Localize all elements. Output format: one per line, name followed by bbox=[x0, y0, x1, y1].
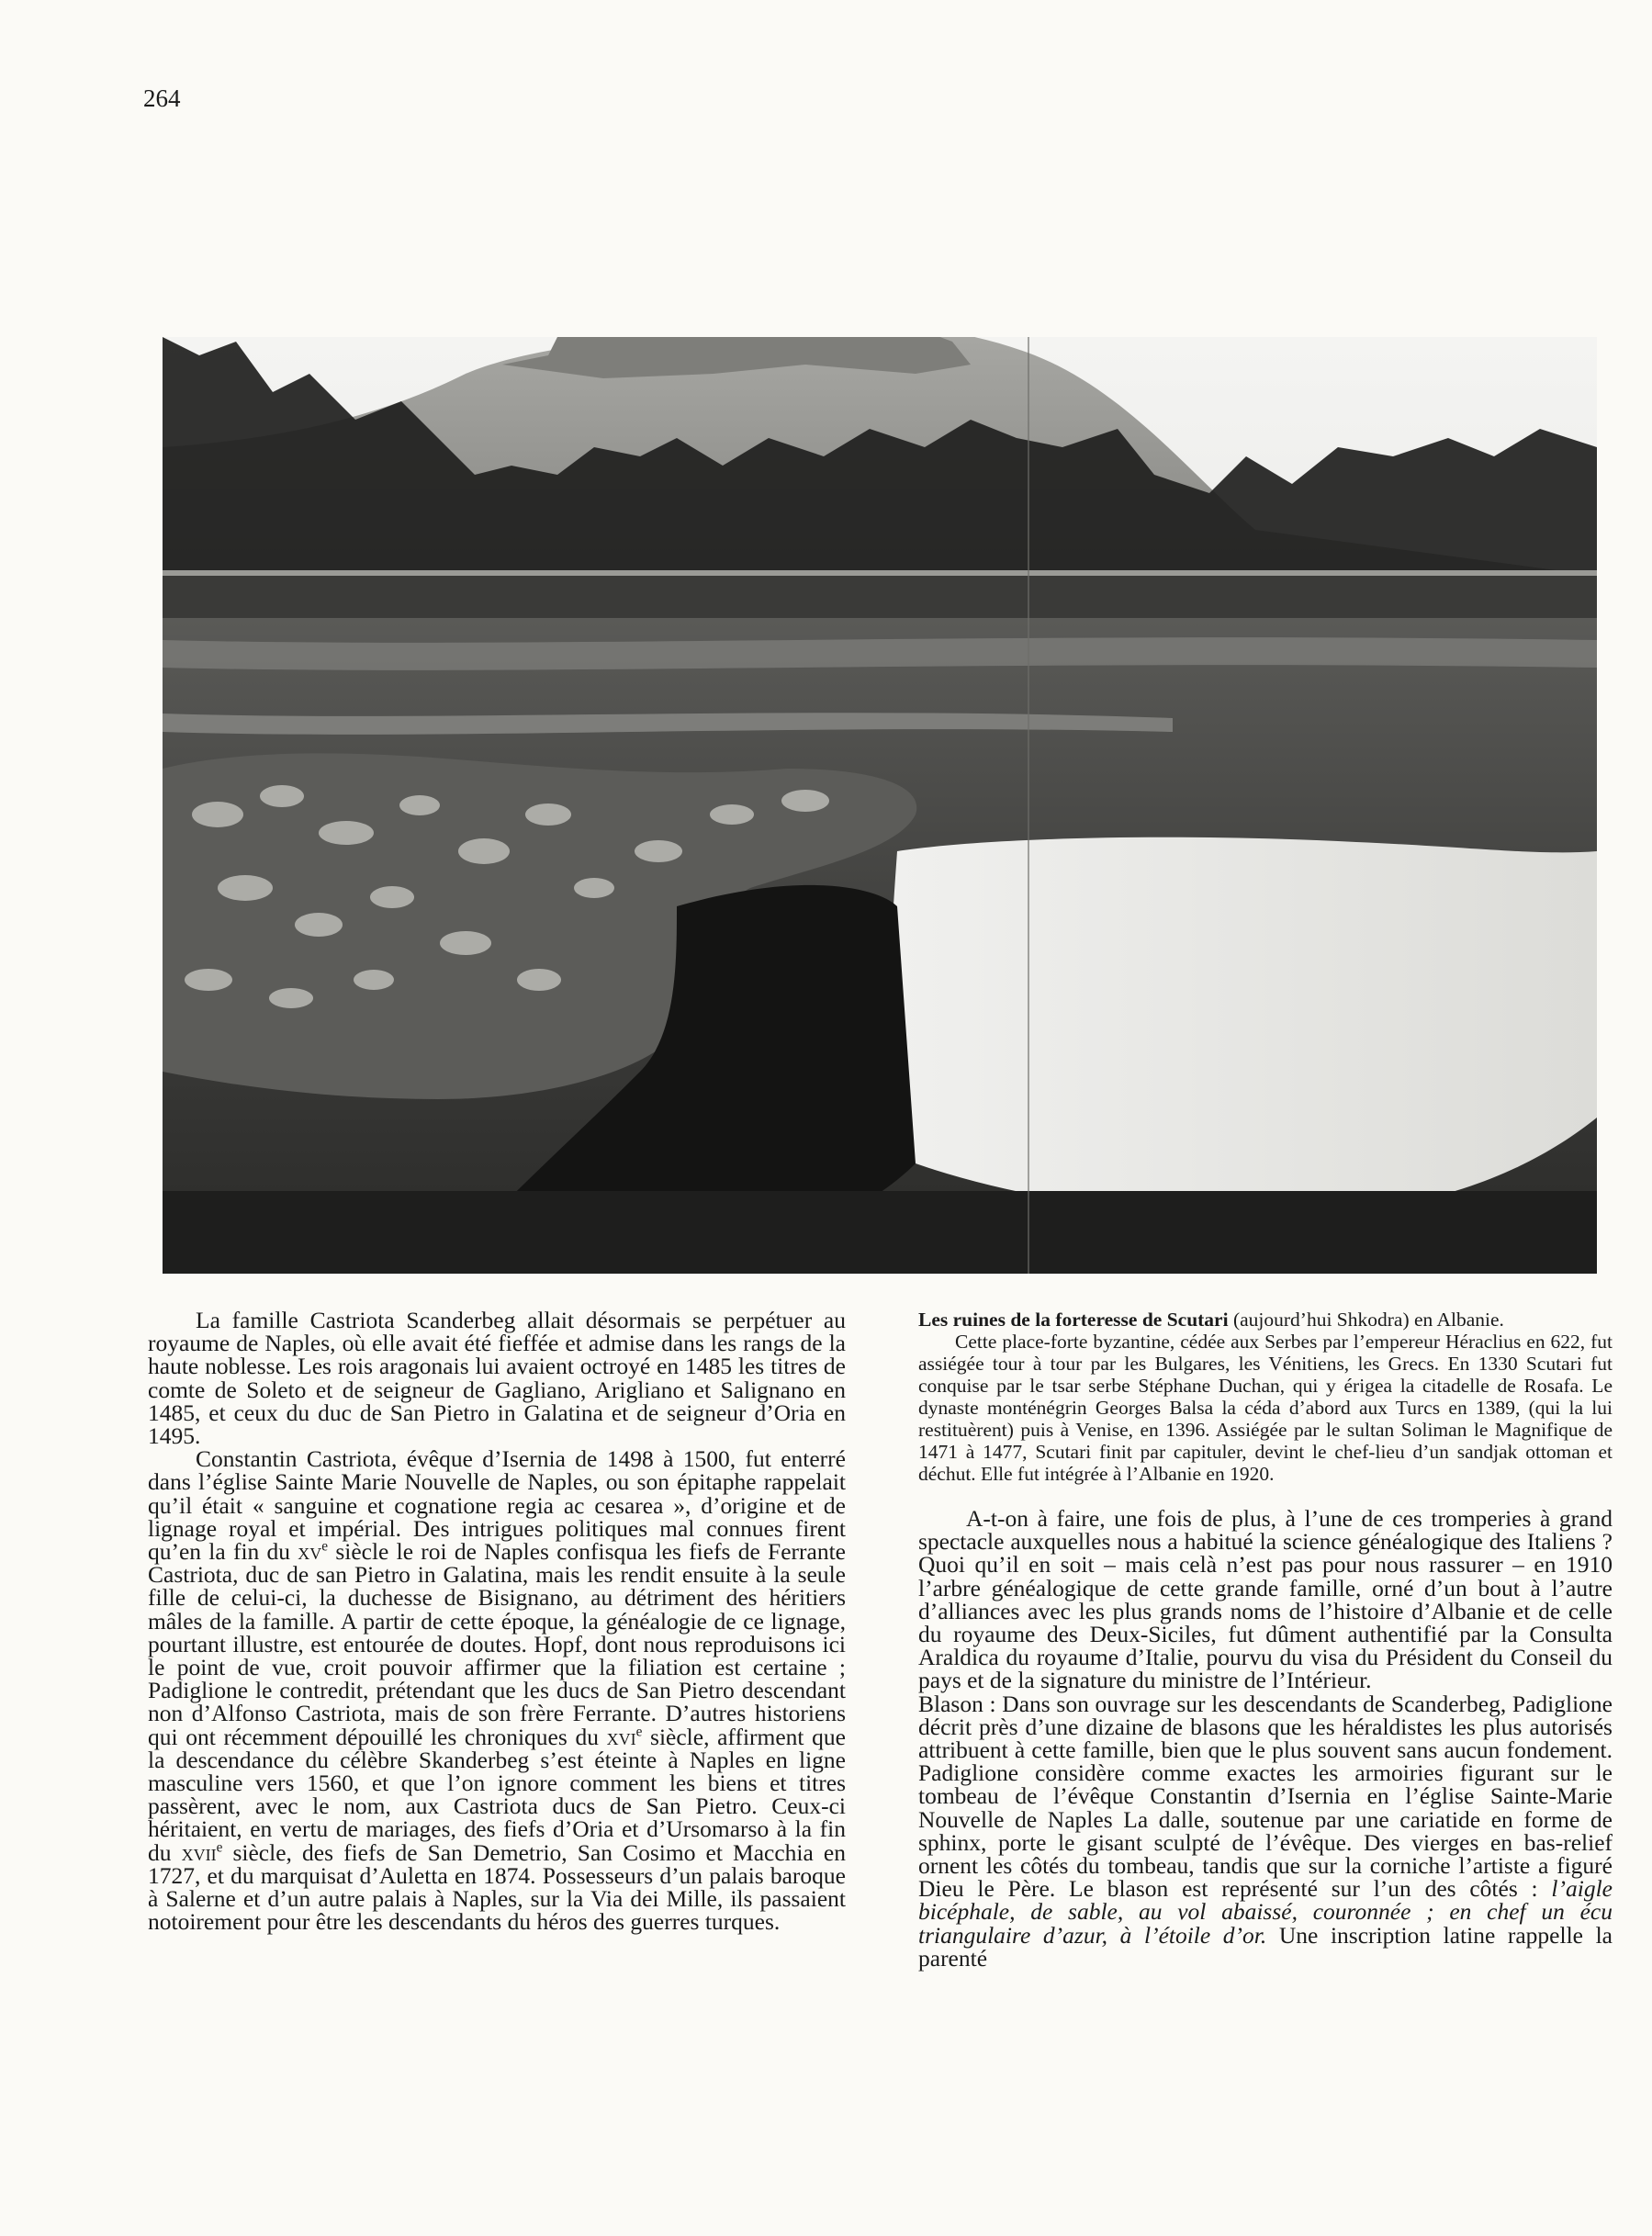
text-span: Blason : Dans son ouvrage sur les descendants de Scanderbeg, Padiglione décrit près d’une dizaine de blasons que les héraldistes les plus autorisés attribuent à cette famille, bien que le plus souvent sans aucun fondement. Padiglione considère comme exactes les armoiries figurant sur le tombeau de l’évêque Constantin d’Isernia en l’église Sainte-Marie Nouvelle de Naples La dalle, soutenue par une cariatide en forme de sphinx, porte le gisant sculpté de l’évêque. Des vierges en bas-relief ornent les côtés du tombeau, tandis que sur la corniche l’artiste a figuré Dieu le Père. Le blason est représenté sur l’un des côtés : bbox=[918, 1690, 1613, 1903]
text-span: Une inscription latine rappelle la parenté bbox=[918, 1921, 1613, 1972]
century-numeral: xv bbox=[298, 1538, 322, 1566]
paragraph bbox=[148, 1445, 846, 1936]
blason-description: l’aigle bicéphale, de sable, au vol abaissé, couronnée ; en chef un écu triangulaire d’azur, à l’étoile d’or. bbox=[918, 1875, 1613, 1949]
photo-scutari-fortress bbox=[163, 337, 1597, 1274]
caption-title: Les ruines de la forteresse de Scutari bbox=[918, 1309, 1229, 1331]
text-span: siècle, affirment que la descendance du célèbre Skanderbeg s’est éteinte à Naples en ligne masculine vers 1560, et que l’on ignore comment les biens et titres passèrent, avec le nom, aux Castriota ducs de San Pietro. Ceux-ci héritaient, en vertu de mariages, des fiefs d’Oria et d’Ursomarso à la fin du bbox=[148, 1723, 846, 1866]
paragraph: La famille Castriota Scanderbeg allait désormais se perpétuer au royaume de Naples, où elle avait été fieffée et admise dans les rangs de la haute noblesse. Les rois aragonais lui avaient octroyé en 1485 les titres de comte de Soleto et de seigneur de Gagliano, Arigliano et Salignano en 1485, et ceux du duc de San Pietro in Galatina et de seigneur d’Oria en 1495. bbox=[148, 1307, 846, 1450]
text-span: siècle le roi de Naples confisqua les fiefs de Ferrante Castriota, duc de san Pietro in Galatina, mais les rendit ensuite à la seule fille de celui-ci, la duchesse de Bisignano, au détriment des héritiers mâles de la famille. A partir de cette époque, la généalogie de ce lignage, pourtant illustre, est entourée de doutes. Hopf, dont nous reproduisons ici le point de vue, croit pouvoir affirmer que la filiation est certaine ; Padiglione le contredit, prétendant que les ducs de San Pietro descendant non d’Alfonso Castriota, mais de son frère Ferrante. D’autres historiens qui ont récemment dépouillé les chroniques du bbox=[148, 1538, 846, 1750]
page-number: 264 bbox=[143, 84, 181, 112]
text-span: Constantin Castriota, évêque d’Isernia de 1498 à 1500, fut enterré dans l’église Sainte Marie Nouvelle de Naples, ou son épitaphe rappelait qu’il était « sanguine et cognatione regia ac cesarea », d’origine et de lignage royal et impérial. Des intrigues politiques mal connues firent qu’en la fin du bbox=[148, 1445, 846, 1566]
left-column bbox=[148, 1307, 846, 1936]
paragraph: A-t-on à faire, une fois de plus, à l’une de ces tromperies à grand spectacle auxquelles nous a habitué la science généalogique des Italiens ? Quoi qu’il en soit – mais celà n’est pas pour nous rassurer – en 1910 l’arbre généalogique de cette grande famille, orné d’un bout à l’autre d’alliances avec les plus grands noms de l’histoire d’Albanie et de celle du royaume des Deux-Siciles, fut dûment authentifié par la Consulta Araldica du royaume d’Italie, pourvu du visa du Président du Conseil du pays et de la signature du ministre de l’Intérieur. bbox=[918, 1505, 1613, 1694]
caption-title-rest: (aujourd’hui Shkodra) en Albanie. bbox=[1228, 1309, 1504, 1331]
photo-caption bbox=[918, 1309, 1613, 1485]
text-span: siècle, des fiefs de San Demetrio, San Cosimo et Macchia en 1727, et du marquisat d’Auletta en 1874. Possesseurs d’un palais baroque à Salerne et d’un autre palais à Naples, sur la Via dei Mille, ils passaient notoirement pour être les descendants du héros des guerres turques. bbox=[148, 1838, 846, 1936]
century-superscript: e bbox=[216, 1839, 223, 1856]
century-numeral: xvi bbox=[606, 1723, 636, 1750]
paragraph-blason bbox=[918, 1692, 1613, 1970]
fortress-landscape-image bbox=[163, 337, 1597, 1274]
right-column bbox=[918, 1309, 1613, 1970]
century-numeral: xvii bbox=[181, 1838, 217, 1866]
caption-body: Cette place-forte byzantine, cédée aux Serbes par l’empereur Héraclius en 622, fut assiégée tour à tour par les Bulgares, les Vénitiens, les Grecs. En 1330 Scutari fut conquise par le tsar serbe Stéphane Duchan, qui y érigea la citadelle de Rosafa. Le dynaste monténégrin Georges Balsa la céda d’abord aux Turcs en 1389, (qui la lui restituèrent) puis à Venise, en 1396. Assiégée par le sultan Soliman le Magnifique de 1471 à 1477, Scutari finit par capituler, devint le chef-lieu d’un sandjak ottoman et déchut. Elle fut intégrée à l’Albanie en 1920. bbox=[918, 1331, 1613, 1485]
century-superscript: e bbox=[635, 1724, 643, 1740]
century-superscript: e bbox=[321, 1538, 329, 1555]
